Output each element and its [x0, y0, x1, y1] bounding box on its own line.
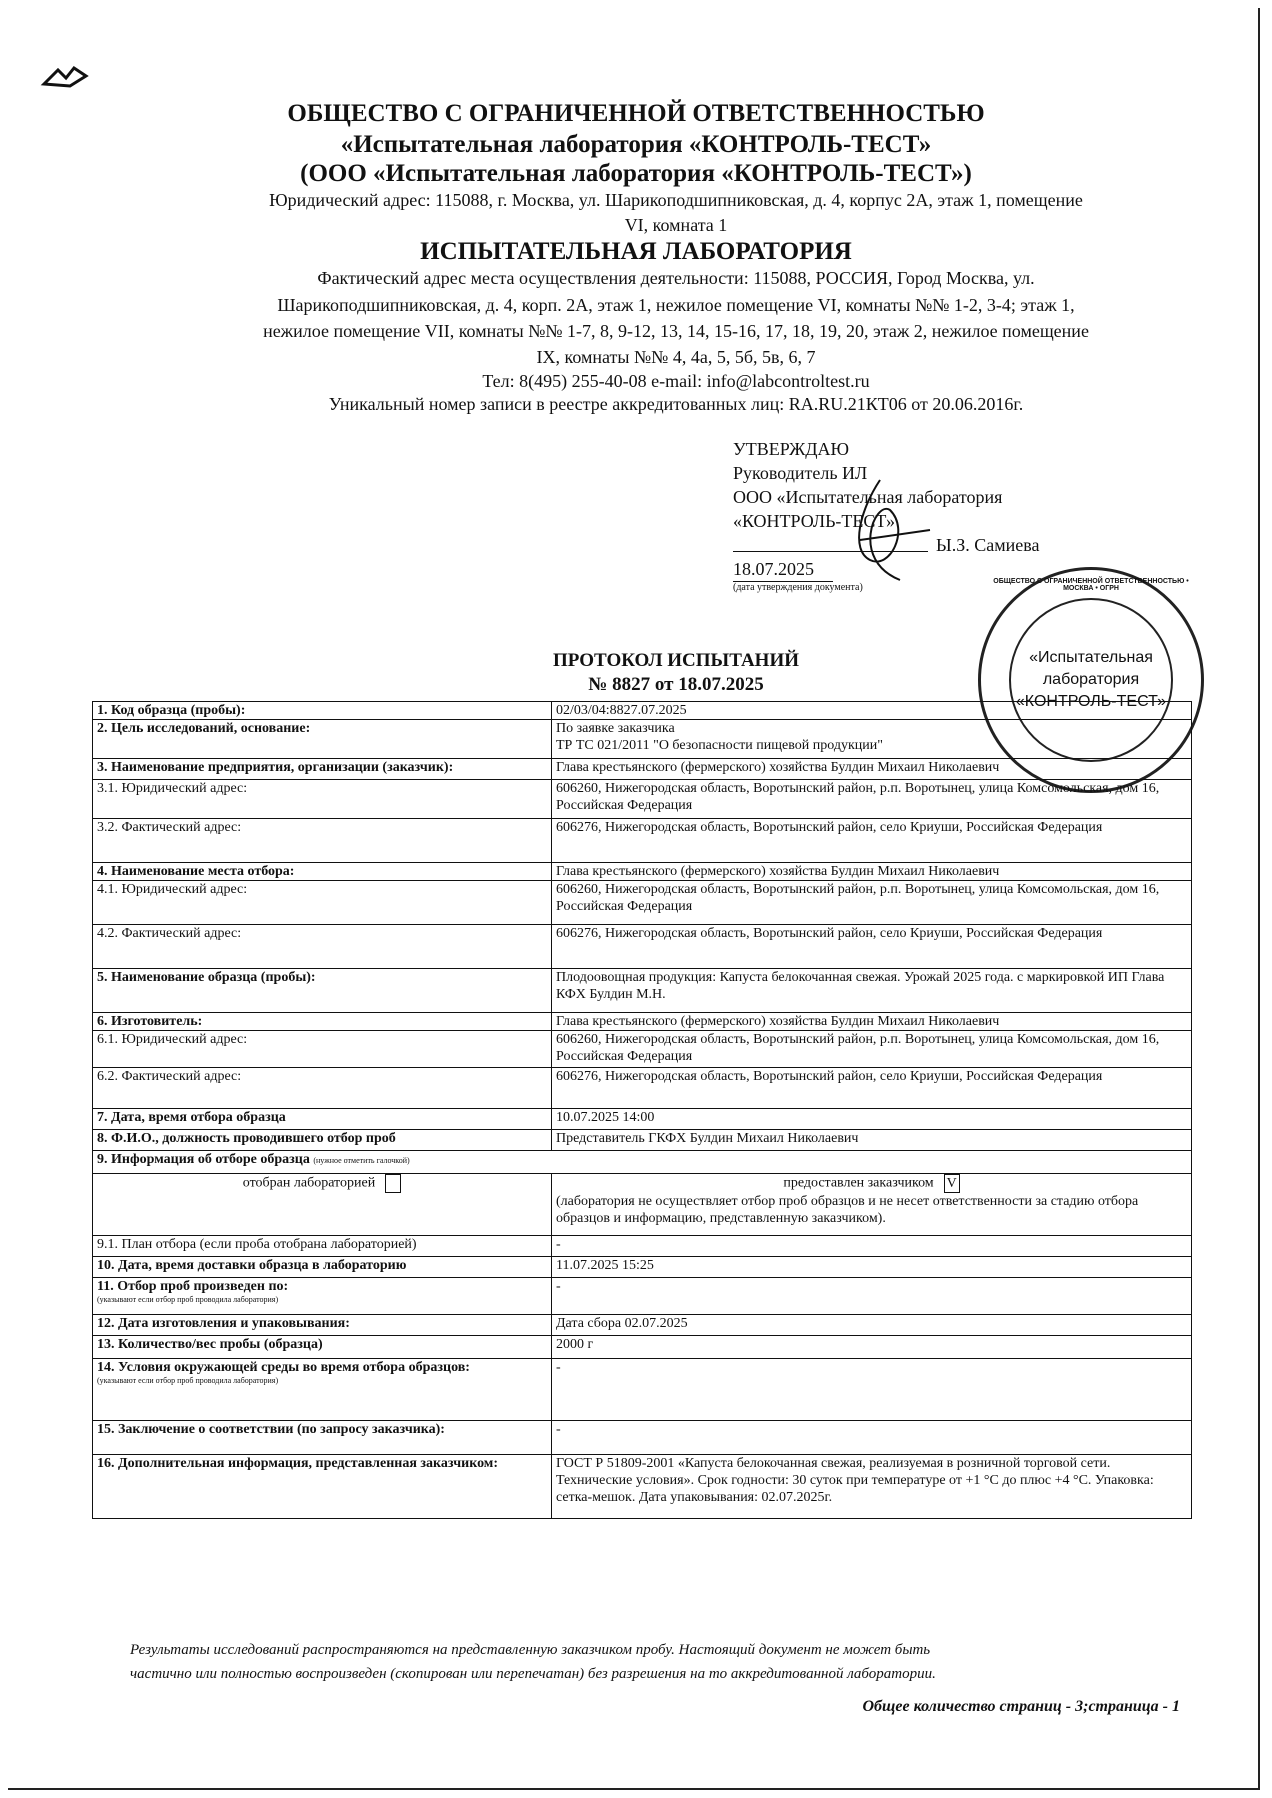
- org-name-line2: «Испытательная лаборатория «КОНТРОЛЬ-ТЕСТ»: [340, 131, 932, 158]
- row-label: 3.1. Юридический адрес:: [97, 781, 248, 796]
- row-label: 8. Ф.И.О., должность проводившего отбор проб: [97, 1131, 396, 1146]
- option-by-lab-label: отобран лабораторией: [242, 1175, 376, 1191]
- table-row: [93, 780, 1192, 819]
- org-name-line1: ОБЩЕСТВО С ОГРАНИЧЕННОЙ ОТВЕТСТВЕННОСТЬЮ: [287, 100, 985, 127]
- signature: [820, 470, 940, 605]
- row-value: 606260, Нижегородская область, Воротынский район, р.п. Воротынец, улица Комсомольская, дом 16, Российская Федерация: [556, 882, 1160, 914]
- row-hint: (нужное отметить галочкой): [313, 1156, 410, 1165]
- table-row: [93, 1068, 1192, 1109]
- sample-info-table: [92, 701, 1192, 1519]
- row-value: -: [556, 1360, 561, 1375]
- table-row: [93, 1455, 1192, 1519]
- table-row: [93, 1336, 1192, 1359]
- row-value: Глава крестьянского (фермерского) хозяйства Булдин Михаил Николаевич: [556, 1014, 1000, 1029]
- table-row: [93, 1013, 1192, 1031]
- row-value: Плодоовощная продукция: Капуста белокочанная свежая. Урожай 2025 года. с маркировкой ИП Глава КФХ Булдин М.Н.: [556, 970, 1165, 1002]
- row-value: 02/03/04:8827.07.2025: [556, 703, 687, 718]
- table-row: [93, 1278, 1192, 1315]
- row-label: 15. Заключение о соответствии (по запросу заказчика):: [97, 1422, 445, 1437]
- row-value: 606276, Нижегородская область, Воротынский район, село Криуши, Российская Федерация: [556, 926, 1103, 941]
- row-label: 13. Количество/вес пробы (образца): [97, 1337, 323, 1352]
- row-label: 1. Код образца (пробы):: [97, 703, 246, 718]
- table-row: [93, 1031, 1192, 1068]
- row-label: 4. Наименование места отбора:: [97, 864, 295, 879]
- registry-number: Уникальный номер записи в реестре аккредитованных лиц: RA.RU.21КТ06 от 20.06.2016г.: [328, 394, 1024, 414]
- table-row: [93, 1359, 1192, 1421]
- row-label: 9. Информация об отборе образца: [97, 1152, 310, 1167]
- lab-title: ИСПЫТАТЕЛЬНАЯ ЛАБОРАТОРИЯ: [420, 238, 852, 265]
- row-label: 6. Изготовитель:: [97, 1014, 203, 1029]
- actual-address-line4: IX, комнаты №№ 4, 4а, 5, 5б, 5в, 6, 7: [536, 347, 816, 367]
- actual-address-line1: Фактический адрес места осуществления деятельности: 115088, РОССИЯ, Город Москва, ул.: [317, 268, 1035, 288]
- table-row: [93, 1109, 1192, 1130]
- footer-note-line2: частично или полностью воспроизведен (скопирован или перепечатан) без разрешения на то аккредитованной лаборатории.: [130, 1666, 936, 1682]
- table-row: [93, 925, 1192, 969]
- stamp-line1: «Испытательная: [1029, 649, 1153, 666]
- checkbox-by-customer[interactable]: V: [944, 1174, 960, 1193]
- row-label: 5. Наименование образца (пробы):: [97, 970, 316, 985]
- row-value: Дата сбора 02.07.2025: [556, 1316, 688, 1331]
- row-label: 4.2. Фактический адрес:: [97, 926, 242, 941]
- row-value-2: ТР ТС 021/2011 "О безопасности пищевой продукции": [556, 738, 883, 753]
- row-value: 2000 г: [556, 1337, 594, 1352]
- row-label: 9.1. План отбора (если проба отобрана лабораторией): [97, 1237, 417, 1252]
- footer-note-line1: Результаты исследований распространяются на представленную заказчиком пробу. Настоящий документ не может быть: [130, 1642, 931, 1658]
- row-value: По заявке заказчика: [556, 721, 675, 736]
- table-row: [93, 969, 1192, 1013]
- table-row: [93, 819, 1192, 863]
- legal-address-line1: Юридический адрес: 115088, г. Москва, ул. Шарикоподшипниковская, д. 4, корпус 2А, этаж 1, помещение: [269, 190, 1083, 210]
- org-name-line3: (ООО «Испытательная лаборатория «КОНТРОЛЬ-ТЕСТ»): [300, 160, 972, 187]
- sampling-disclaimer: (лаборатория не осуществляет отбор проб образцов и не несет ответственности за стадию отбора образцов и информацию, представленную заказчиком).: [556, 1194, 1139, 1226]
- row-value: -: [556, 1237, 561, 1252]
- approval-signer: Ы.З. Самиева: [936, 535, 1040, 555]
- row-label: 10. Дата, время доставки образца в лабораторию: [97, 1258, 407, 1273]
- row-label: 2. Цель исследований, основание:: [97, 721, 311, 736]
- row-label: 4.1. Юридический адрес:: [97, 882, 248, 897]
- row-value: -: [556, 1279, 561, 1294]
- row-value: Представитель ГКФХ Булдин Михаил Николаевич: [556, 1131, 859, 1146]
- table-row: [93, 881, 1192, 925]
- stamp-line3: «КОНТРОЛЬ-ТЕСТ»: [1015, 693, 1167, 710]
- actual-address-line2: Шарикоподшипниковская, д. 4, корп. 2А, этаж 1, нежилое помещение VI, комнаты №№ 1-2, 3-4; этаж 1,: [277, 295, 1075, 315]
- row-label: 12. Дата изготовления и упаковывания:: [97, 1316, 350, 1331]
- row-value: 10.07.2025 14:00: [556, 1110, 655, 1125]
- table-row: [93, 759, 1192, 780]
- row-value: 606260, Нижегородская область, Воротынский район, р.п. Воротынец, улица Комсомольская, дом 16, Российская Федерация: [556, 781, 1160, 813]
- table-row: [93, 1421, 1192, 1455]
- protocol-number: № 8827 от 18.07.2025: [588, 674, 764, 695]
- row-label: 3. Наименование предприятия, организации (заказчик):: [97, 760, 454, 775]
- table-row: [93, 1174, 1192, 1236]
- row-value: Глава крестьянского (фермерского) хозяйства Булдин Михаил Николаевич: [556, 760, 1000, 775]
- row-value: 11.07.2025 15:25: [556, 1258, 654, 1273]
- row-label: 6.1. Юридический адрес:: [97, 1032, 248, 1047]
- approval-title: УТВЕРЖДАЮ: [733, 439, 850, 459]
- approval-date-caption: (дата утверждения документа): [733, 582, 863, 593]
- row-hint: (указывают если отбор проб проводила лаборатория): [97, 1295, 279, 1304]
- actual-address-line3: нежилое помещение VII, комнаты №№ 1-7, 8, 9-12, 13, 14, 15-16, 17, 18, 19, 20, этаж 2, нежилое помещение: [263, 321, 1089, 341]
- row-value: 606276, Нижегородская область, Воротынский район, село Криуши, Российская Федерация: [556, 1069, 1103, 1084]
- table-row: [93, 863, 1192, 881]
- row-label: 16. Дополнительная информация, представленная заказчиком:: [97, 1456, 499, 1471]
- row-label: 3.2. Фактический адрес:: [97, 820, 242, 835]
- row-hint: (указывают если отбор проб проводила лаборатория): [97, 1376, 279, 1385]
- table-row: [93, 1236, 1192, 1257]
- legal-address-line2: VI, комната 1: [624, 215, 728, 235]
- row-value: 606260, Нижегородская область, Воротынский район, р.п. Воротынец, улица Комсомольская, дом 16, Российская Федерация: [556, 1032, 1160, 1064]
- row-label: 11. Отбор проб произведен по:: [97, 1279, 289, 1294]
- approval-line1: Руководитель ИЛ: [733, 463, 868, 483]
- table-row: [93, 702, 1192, 720]
- row-value: ГОСТ Р 51809-2001 «Капуста белокочанная свежая, реализуемая в розничной торговой сети. Технические условия». Срок годности: 30 суток при температуре от +1 °С до плюс +4 °С. Упаковка: сетка-мешок. Дата упаковывания: 02.07.2025г.: [556, 1456, 1154, 1505]
- row-label: 14. Условия окружающей среды во время отбора образцов:: [97, 1360, 470, 1375]
- approval-line2: ООО «Испытательная лаборатория: [733, 487, 1003, 507]
- row-value: -: [556, 1422, 561, 1437]
- logo-mark: [40, 62, 90, 92]
- table-row: [93, 1151, 1192, 1174]
- approval-line3: «КОНТРОЛЬ-ТЕСТ»: [733, 511, 895, 531]
- row-value: 606276, Нижегородская область, Воротынский район, село Криуши, Российская Федерация: [556, 820, 1103, 835]
- option-by-customer-label: предоставлен заказчиком: [783, 1175, 934, 1191]
- protocol-title: ПРОТОКОЛ ИСПЫТАНИЙ: [552, 650, 800, 671]
- stamp-line2: лаборатория: [1042, 671, 1140, 688]
- page-count: Общее количество страниц - 3;страница - 1: [862, 1698, 1180, 1715]
- row-label: 7. Дата, время отбора образца: [97, 1110, 286, 1125]
- stamp-ring-text: ОБЩЕСТВО С ОГРАНИЧЕННОЙ ОТВЕТСТВЕННОСТЬЮ • МОСКВА • ОГРН: [993, 578, 1189, 592]
- row-value: Глава крестьянского (фермерского) хозяйства Булдин Михаил Николаевич: [556, 864, 1000, 879]
- approval-date: 18.07.2025: [733, 557, 833, 582]
- row-label: 6.2. Фактический адрес:: [97, 1069, 242, 1084]
- table-row: [93, 1315, 1192, 1336]
- contacts: Тел: 8(495) 255-40-08 e-mail: info@labcontroltest.ru: [482, 371, 870, 391]
- table-row: [93, 1130, 1192, 1151]
- table-row: [93, 720, 1192, 759]
- checkbox-by-lab[interactable]: [385, 1174, 401, 1193]
- table-row: [93, 1257, 1192, 1278]
